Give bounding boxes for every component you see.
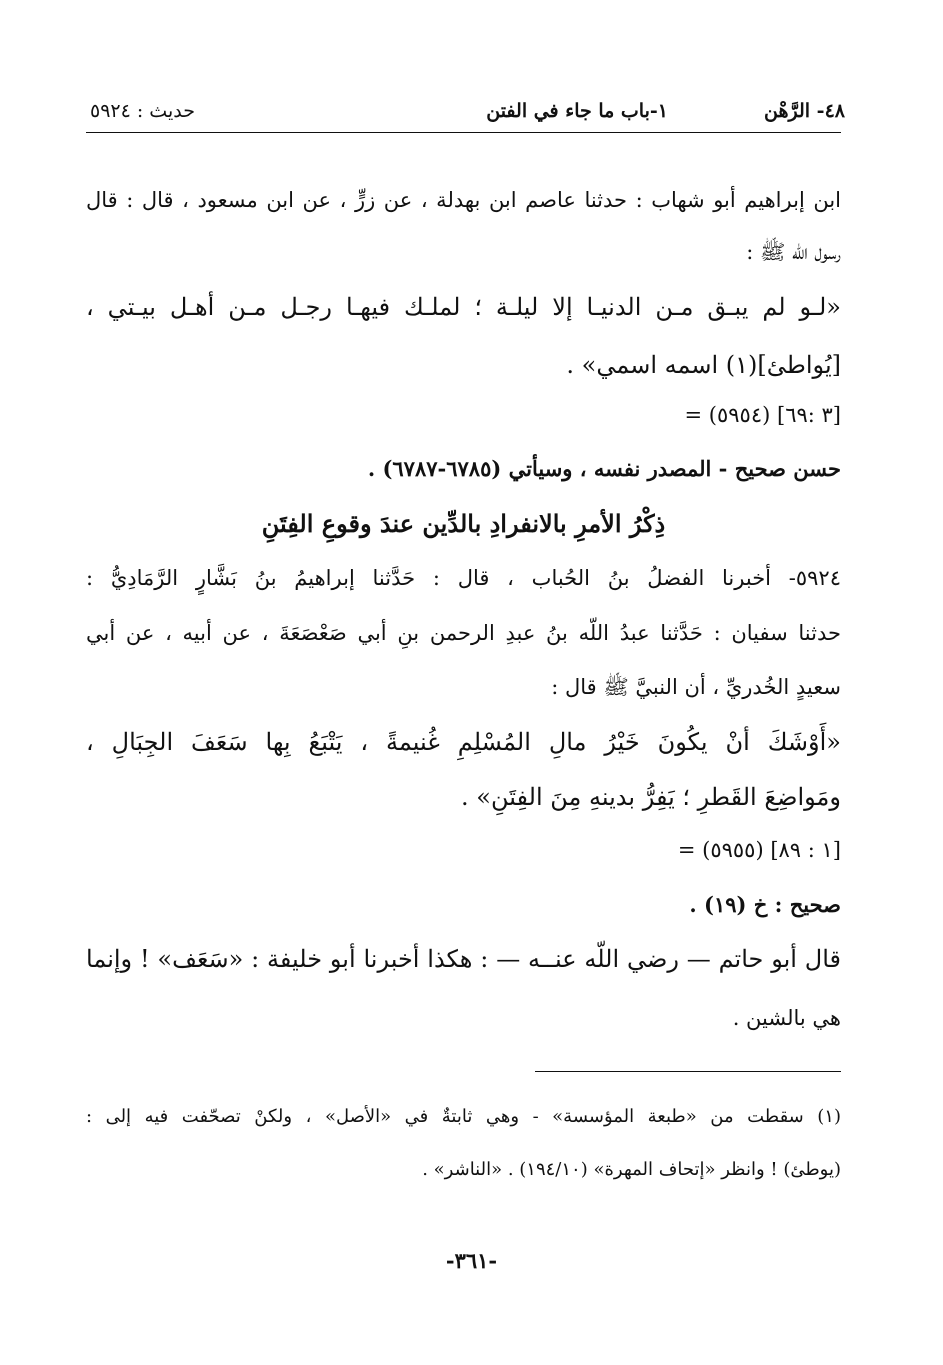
cross-reference: = (٥٩٥٥) [١ : ٨٩]	[677, 838, 841, 862]
hadith-line: ٥٩٢٤- أخبرنا الفضلُ بنُ الحُباب ، قال : حَدَّثنا إبراهيمُ بنُ بَشَّارٍ الرَّمَادِيُّ :	[86, 566, 841, 590]
section-title: ذِكْرُ الأمرِ بالانفرادِ بالدِّين عندَ وقوعِ الفِتَنِ	[261, 509, 666, 538]
page-number: -٣٦١-	[445, 1248, 498, 1273]
commentary-line: هي بالشين .	[732, 1006, 841, 1030]
grading: حسن صحيح - المصدر نفسه ، وسيأتي (٦٧٨٥-٦٧٨٧) .	[367, 456, 841, 481]
grading: صحيح : خ (١٩) .	[689, 892, 841, 917]
body-line: رسول اللّه ﷺ :	[746, 240, 841, 264]
hadith-line: حدثنا سفيان : حَدَّثنا عبدُ اللّه بنُ عبدِ الرحمن بنِ أبي صَعْصَعَةَ ، عن أبيه ، عن أبي	[86, 621, 841, 645]
footnote-line: (١) سقطت من «طبعة المؤسسة» - وهي ثابتةٌ في «الأصل» ، ولكنْ تصحّفت فيه إلى :	[86, 1106, 841, 1127]
matn-line: [يُواطئ](١) اسمه اسمي» .	[566, 351, 841, 379]
commentary-line: قال أبو حاتم — رضي اللّه عنــه — : هكذا أخبرنا أبو خليفة : «سَعَف» ! وإنما	[86, 945, 841, 973]
header-hadith-ref: حديث : ٥٩٢٤	[90, 100, 195, 122]
matn-line: «أَوْشَكَ أنْ يكُونَ خَيْرُ مالِ المُسْلِمِ غُنيمةً ، يَتْبَعُ بِها سَعَفَ الجِبَالِ ،	[86, 728, 841, 756]
body-line: ابن إبراهيم أبو شهاب : حدثنا عاصم ابن بهدلة ، عن زرٍّ ، عن ابن مسعود ، قال : قال	[86, 188, 841, 212]
footnote-rule	[535, 1071, 841, 1072]
cross-reference: = (٥٩٥٤) [٣ :٦٩]	[684, 403, 841, 427]
header-rule	[86, 132, 841, 133]
header-chapter-title: ١-باب ما جاء في الفتن	[486, 100, 668, 122]
header-book-title: ٤٨- الرَّهْن	[764, 100, 845, 122]
hadith-line: سعيدٍ الخُدريِّ ، أن النبيَّ ﷺ قال :	[551, 675, 841, 699]
footnote-line: (يوطئ) ! وانظر «إتحاف المهرة» (١٩٤/١٠) . «الناشر» .	[422, 1159, 841, 1180]
matn-line: ومَواضِعَ القَطرِ ؛ يَفِرُّ بدينهِ مِنَ الفِتَنِ» .	[461, 783, 841, 811]
matn-line: «لـو لم يبـق مـن الدنيـا إلا ليلـة ؛ لملـك فيهـا رجـل مـن أهـل بيـتي ،	[86, 293, 841, 321]
